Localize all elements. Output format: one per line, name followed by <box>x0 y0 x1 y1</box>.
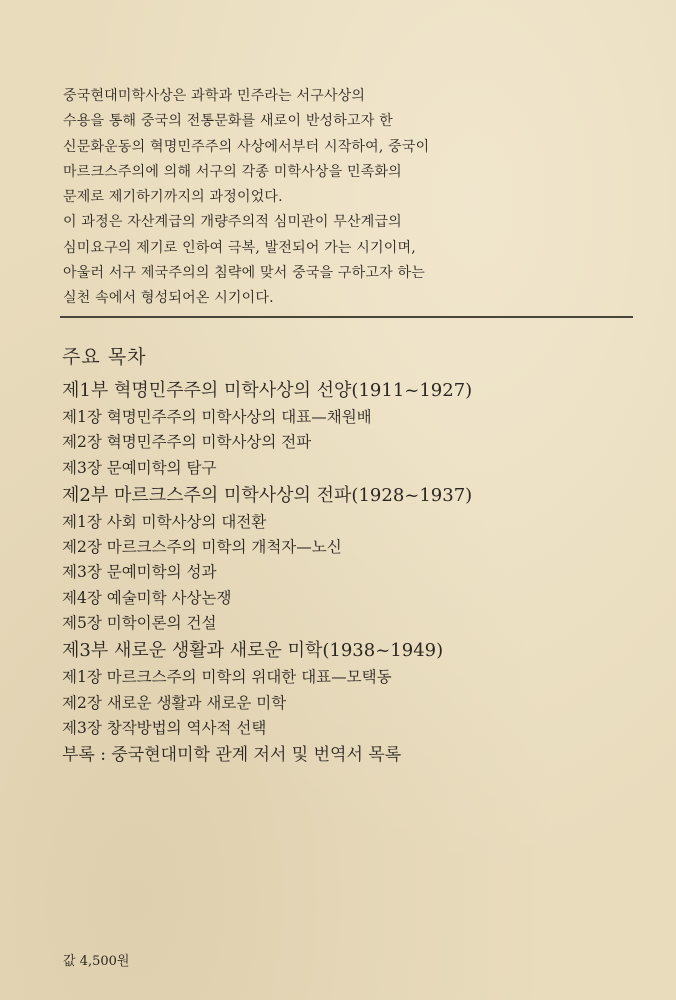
toc-chapter: 제2장 혁명민주주의 미학사상의 전파 <box>62 433 312 452</box>
toc-chapter: 제1장 마르크스주의 미학의 위대한 대표—모택동 <box>62 668 392 687</box>
intro-line: 마르크스주의에 의해 서구의 각종 미학사상을 민족화의 <box>63 163 402 180</box>
table-of-contents <box>62 376 622 770</box>
toc-part-1: 제1부 혁명민주주의 미학사상의 선양(1911~1927) <box>62 380 473 401</box>
intro-line: 이 과정은 자산계급의 개량주의적 심미관이 무산계급의 <box>63 214 402 231</box>
toc-chapter: 제1장 혁명민주주의 미학사상의 대표—채원배 <box>62 408 372 426</box>
intro-line: 수용을 통해 중국의 전통문화를 새로이 반성하고자 한 <box>63 113 393 130</box>
intro-line: 문제로 제기하기까지의 과정이었다. <box>63 189 283 206</box>
toc-chapter: 제4장 예술미학 사상논쟁 <box>62 588 232 607</box>
toc-chapter: 제1장 사회 미학사상의 대전환 <box>62 512 267 531</box>
toc-heading: 주요 목차 <box>62 346 147 368</box>
intro-line: 아울러 서구 제국주의의 침략에 맞서 중국을 구하고자 하는 <box>63 265 425 282</box>
intro-line: 신문화운동의 혁명민주주의 사상에서부터 시작하여, 중국이 <box>63 138 430 155</box>
section-divider <box>60 316 633 318</box>
price-label: 값 4,500원 <box>63 954 130 969</box>
intro-paragraph <box>63 84 503 312</box>
toc-chapter: 제2장 마르크스주의 미학의 개척자—노신 <box>62 538 342 557</box>
toc-chapter: 제2장 새로운 생활과 새로운 미학 <box>62 693 287 712</box>
toc-part-3: 제3부 새로운 생활과 새로운 미학(1938~1949) <box>62 640 444 662</box>
toc-appendix: 부록 : 중국현대미학 관계 저서 및 번역서 목록 <box>62 745 402 766</box>
toc-chapter: 제3장 문예미학의 탐구 <box>62 458 217 477</box>
intro-line: 중국현대미학사상은 과학과 민주라는 서구사상의 <box>63 88 366 104</box>
intro-line: 실천 속에서 형성되어온 시기이다. <box>63 290 274 307</box>
toc-chapter: 제3장 문예미학의 성과 <box>62 563 217 582</box>
toc-chapter: 제3장 창작방법의 역사적 선택 <box>62 718 267 737</box>
intro-line: 심미요구의 제기로 인하여 극복, 발전되어 가는 시기이며, <box>63 239 416 256</box>
toc-part-2: 제2부 마르크스주의 미학사상의 전파(1928~1937) <box>62 484 473 506</box>
toc-chapter: 제5장 미학이론의 건설 <box>62 614 217 633</box>
